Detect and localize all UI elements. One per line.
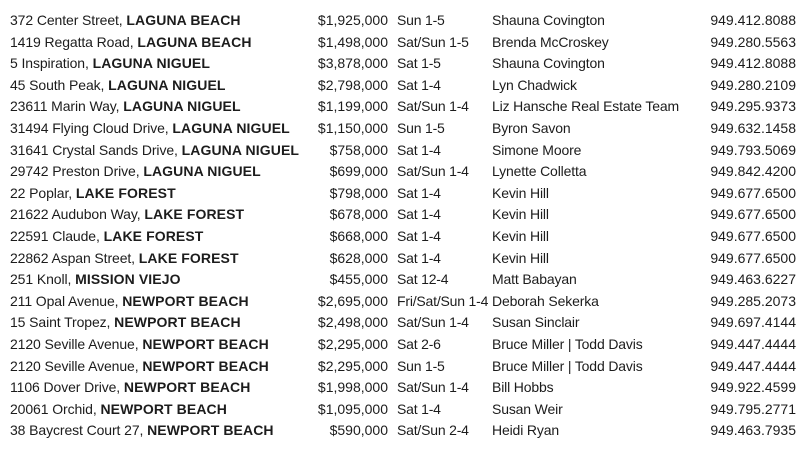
listing-price: $1,998,000 bbox=[317, 379, 388, 396]
listing-price: $2,295,000 bbox=[317, 357, 388, 374]
listing-address bbox=[10, 10, 306, 32]
city-name: LAGUNA BEACH bbox=[126, 12, 241, 28]
listing-price: $798,000 bbox=[329, 184, 388, 201]
listing-row bbox=[10, 53, 796, 75]
city-name: LAGUNA NIGUEL bbox=[92, 55, 211, 72]
street-address: 22591 Claude, bbox=[10, 227, 104, 244]
listing-row bbox=[10, 183, 796, 205]
street-address: 5 Inspiration, bbox=[10, 55, 93, 72]
open-house-listings bbox=[10, 10, 796, 442]
agent-phone: 949.842.4200 bbox=[710, 163, 796, 180]
listing-row bbox=[10, 161, 796, 183]
agent-phone: 949.412.8088 bbox=[710, 12, 796, 28]
listing-price: $3,878,000 bbox=[317, 55, 388, 72]
listing-address bbox=[10, 269, 306, 291]
city-name: LAGUNA BEACH bbox=[137, 33, 252, 50]
listing-address bbox=[10, 75, 306, 97]
agent-name: Shauna Covington bbox=[492, 12, 605, 28]
listing-address bbox=[10, 32, 306, 54]
open-house-hours: Sun 1-5 bbox=[397, 357, 445, 374]
agent-phone: 949.447.4444 bbox=[710, 357, 796, 374]
agent-phone: 949.412.8088 bbox=[710, 55, 796, 72]
listing-price: $1,199,000 bbox=[317, 98, 388, 115]
agent-name: Susan Weir bbox=[492, 400, 563, 417]
street-address: 38 Baycrest Court 27, bbox=[10, 422, 148, 439]
open-house-hours: Sat 2-6 bbox=[397, 335, 441, 352]
listing-price: $2,798,000 bbox=[317, 76, 388, 93]
listing-row bbox=[10, 377, 796, 399]
city-name: NEWPORT BEACH bbox=[147, 422, 274, 439]
open-house-hours: Sat/Sun 1-4 bbox=[397, 163, 469, 180]
agent-name: Liz Hansche Real Estate Team bbox=[492, 98, 679, 115]
agent-phone: 949.677.6500 bbox=[710, 227, 796, 244]
listing-address bbox=[10, 312, 306, 334]
listing-price: $590,000 bbox=[329, 422, 388, 439]
open-house-hours: Sun 1-5 bbox=[397, 12, 445, 28]
open-house-hours: Sat 1-4 bbox=[397, 400, 441, 417]
listing-price: $1,095,000 bbox=[317, 400, 388, 417]
listing-price: $455,000 bbox=[329, 271, 388, 288]
street-address: 22 Poplar, bbox=[10, 184, 76, 201]
listing-price: $2,295,000 bbox=[317, 335, 388, 352]
open-house-hours: Sat 1-4 bbox=[397, 227, 441, 244]
street-address: 21622 Audubon Way, bbox=[10, 206, 145, 223]
listing-address bbox=[10, 248, 306, 270]
listing-address bbox=[10, 53, 306, 75]
listing-row bbox=[10, 96, 796, 118]
open-house-hours: Sat 1-5 bbox=[397, 55, 441, 72]
open-house-hours: Sat 1-4 bbox=[397, 249, 441, 266]
open-house-hours: Sat 1-4 bbox=[397, 184, 441, 201]
city-name: LAGUNA NIGUEL bbox=[181, 141, 300, 158]
listing-row bbox=[10, 204, 796, 226]
agent-phone: 949.285.2073 bbox=[710, 292, 796, 309]
listing-price: $699,000 bbox=[329, 163, 388, 180]
listing-price: $1,150,000 bbox=[317, 119, 388, 136]
city-name: LAGUNA NIGUEL bbox=[143, 163, 261, 180]
open-house-hours: Sat/Sun 1-5 bbox=[397, 33, 469, 50]
open-house-hours: Sat 1-4 bbox=[397, 141, 441, 158]
agent-name: Bill Hobbs bbox=[492, 379, 554, 396]
listing-row bbox=[10, 420, 796, 442]
city-name: NEWPORT BEACH bbox=[122, 292, 249, 309]
listing-address bbox=[10, 204, 306, 226]
open-house-hours: Sat/Sun 2-4 bbox=[397, 422, 469, 439]
listing-price: $678,000 bbox=[329, 206, 388, 223]
listing-price: $2,498,000 bbox=[317, 314, 388, 331]
street-address: 23611 Marin Way, bbox=[10, 98, 124, 115]
city-name: LAGUNA NIGUEL bbox=[172, 119, 290, 136]
street-address: 22862 Aspan Street, bbox=[10, 249, 139, 266]
listing-address bbox=[10, 118, 306, 140]
street-address: 15 Saint Tropez, bbox=[10, 314, 115, 331]
listing-row bbox=[10, 269, 796, 291]
city-name: LAKE FOREST bbox=[144, 206, 245, 223]
agent-phone: 949.280.5563 bbox=[710, 33, 796, 50]
street-address: 251 Knoll, bbox=[10, 271, 76, 288]
agent-name: Kevin Hill bbox=[492, 206, 549, 223]
listing-price: $758,000 bbox=[329, 141, 388, 158]
street-address: 1419 Regatta Road, bbox=[10, 33, 138, 50]
agent-phone: 949.677.6500 bbox=[710, 249, 796, 266]
listing-address bbox=[10, 399, 306, 421]
agent-name: Lyn Chadwick bbox=[492, 76, 577, 93]
city-name: LAGUNA NIGUEL bbox=[108, 76, 226, 93]
agent-name: Lynette Colletta bbox=[492, 163, 587, 180]
open-house-hours: Sat 1-4 bbox=[397, 206, 441, 223]
city-name: NEWPORT BEACH bbox=[123, 379, 251, 396]
street-address: 31494 Flying Cloud Drive, bbox=[10, 119, 173, 136]
agent-phone: 949.280.2109 bbox=[710, 76, 796, 93]
listing-address bbox=[10, 183, 306, 205]
agent-phone: 949.632.1458 bbox=[710, 119, 796, 136]
agent-phone: 949.447.4444 bbox=[710, 335, 796, 352]
agent-name: Heidi Ryan bbox=[492, 422, 559, 439]
city-name: LAKE FOREST bbox=[75, 184, 176, 201]
agent-phone: 949.463.7935 bbox=[710, 422, 796, 439]
street-address: 20061 Orchid, bbox=[10, 400, 101, 417]
city-name: NEWPORT BEACH bbox=[100, 400, 227, 417]
listing-row bbox=[10, 356, 796, 378]
listing-price: $1,925,000 bbox=[317, 12, 388, 28]
listing-address bbox=[10, 140, 306, 162]
city-name: NEWPORT BEACH bbox=[142, 357, 269, 374]
agent-phone: 949.793.5069 bbox=[710, 141, 796, 158]
listing-address bbox=[10, 420, 306, 442]
listing-price: $1,498,000 bbox=[317, 33, 388, 50]
agent-phone: 949.463.6227 bbox=[710, 271, 796, 288]
agent-name: Brenda McCroskey bbox=[492, 33, 609, 50]
listing-price: $628,000 bbox=[329, 249, 388, 266]
agent-phone: 949.677.6500 bbox=[710, 206, 796, 223]
street-address: 29742 Preston Drive, bbox=[10, 163, 144, 180]
agent-phone: 949.295.9373 bbox=[710, 98, 796, 115]
agent-name: Kevin Hill bbox=[492, 227, 549, 244]
listing-row bbox=[10, 118, 796, 140]
city-name: NEWPORT BEACH bbox=[142, 335, 269, 352]
agent-name: Byron Savon bbox=[492, 119, 571, 136]
listing-row bbox=[10, 75, 796, 97]
city-name: NEWPORT BEACH bbox=[114, 314, 241, 331]
street-address: 45 South Peak, bbox=[10, 76, 109, 93]
city-name: LAGUNA NIGUEL bbox=[123, 98, 241, 115]
listing-row bbox=[10, 248, 796, 270]
agent-name: Kevin Hill bbox=[492, 249, 549, 266]
street-address: 372 Center Street, bbox=[10, 12, 127, 28]
open-house-hours: Sat/Sun 1-4 bbox=[397, 379, 469, 396]
agent-name: Kevin Hill bbox=[492, 184, 549, 201]
agent-name: Simone Moore bbox=[492, 141, 582, 158]
open-house-hours: Sat 1-4 bbox=[397, 76, 441, 93]
agent-name: Matt Babayan bbox=[492, 271, 577, 288]
listing-address bbox=[10, 356, 306, 378]
agent-name: Shauna Covington bbox=[492, 55, 605, 72]
agent-phone: 949.677.6500 bbox=[710, 184, 796, 201]
street-address: 2120 Seville Avenue, bbox=[10, 335, 143, 352]
agent-name: Deborah Sekerka bbox=[492, 292, 599, 309]
street-address: 1106 Dover Drive, bbox=[10, 379, 124, 396]
open-house-hours: Sat/Sun 1-4 bbox=[397, 98, 469, 115]
listing-address bbox=[10, 161, 306, 183]
listing-address bbox=[10, 96, 306, 118]
listing-row bbox=[10, 140, 796, 162]
street-address: 2120 Seville Avenue, bbox=[10, 357, 143, 374]
listing-address bbox=[10, 377, 306, 399]
open-house-hours: Sat/Sun 1-4 bbox=[397, 314, 469, 331]
city-name: LAKE FOREST bbox=[103, 227, 204, 244]
listing-address bbox=[10, 334, 306, 356]
listing-row bbox=[10, 399, 796, 421]
open-house-hours: Fri/Sat/Sun 1-4 bbox=[397, 292, 489, 309]
agent-phone: 949.795.2771 bbox=[710, 400, 796, 417]
listing-address bbox=[10, 226, 306, 248]
city-name: MISSION VIEJO bbox=[75, 271, 181, 288]
listing-price: $2,695,000 bbox=[317, 292, 388, 309]
listing-row bbox=[10, 334, 796, 356]
listing-row bbox=[10, 226, 796, 248]
listing-row bbox=[10, 10, 796, 32]
agent-phone: 949.697.4144 bbox=[710, 314, 796, 331]
listing-price: $668,000 bbox=[329, 227, 388, 244]
agent-name: Bruce Miller | Todd Davis bbox=[492, 335, 643, 352]
open-house-hours: Sun 1-5 bbox=[397, 119, 445, 136]
agent-name: Bruce Miller | Todd Davis bbox=[492, 357, 643, 374]
agent-name: Susan Sinclair bbox=[492, 314, 580, 331]
open-house-hours: Sat 12-4 bbox=[397, 271, 449, 288]
city-name: LAKE FOREST bbox=[138, 249, 239, 266]
listing-address bbox=[10, 291, 306, 313]
listing-row bbox=[10, 32, 796, 54]
street-address: 211 Opal Avenue, bbox=[10, 292, 123, 309]
agent-phone: 949.922.4599 bbox=[710, 379, 796, 396]
street-address: 31641 Crystal Sands Drive, bbox=[10, 141, 182, 158]
listing-row bbox=[10, 312, 796, 334]
listing-row bbox=[10, 291, 796, 313]
